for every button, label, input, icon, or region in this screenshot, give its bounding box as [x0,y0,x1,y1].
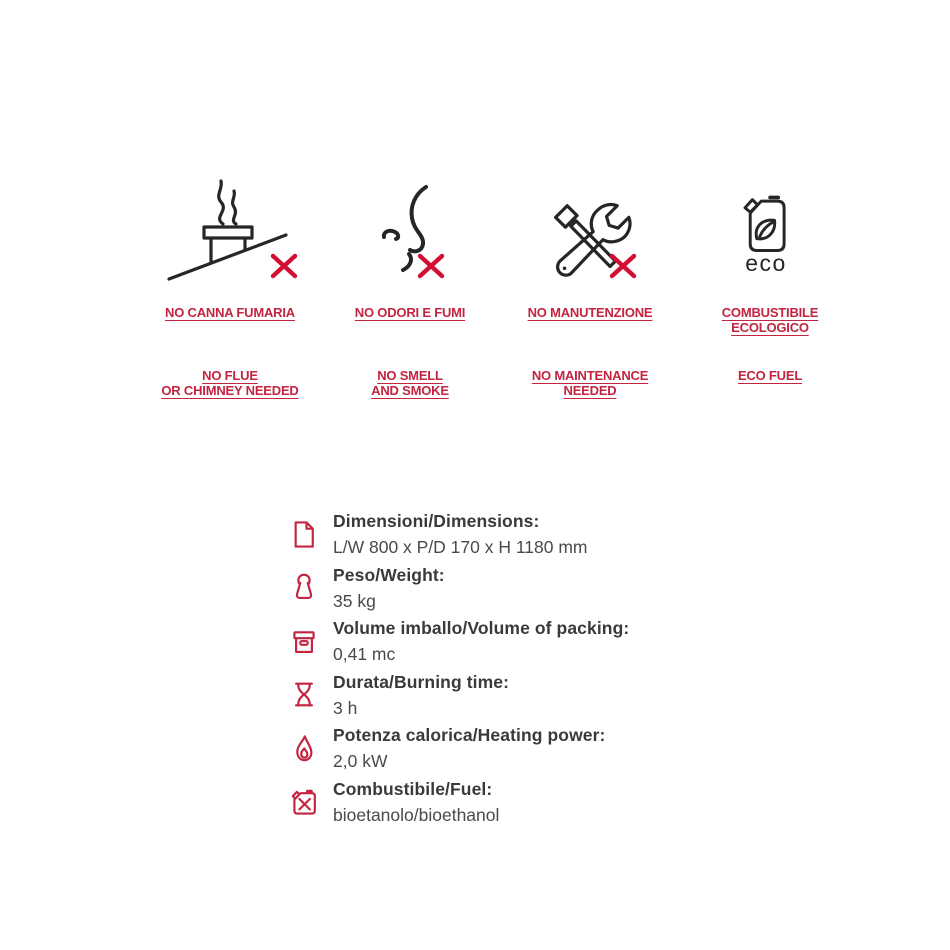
hourglass-icon [289,678,319,711]
spec-row-fuel [288,776,629,828]
spec-value: bioetanolo/bioethanol [333,804,500,825]
spec-text [333,562,445,614]
document-icon [289,518,319,551]
spec-value: 2,0 kW [333,751,388,771]
spec-title: Combustibile/Fuel: [333,778,493,799]
feature-label-it [528,305,653,368]
feature-label-en-line: AND SMOKE [371,383,449,398]
feature-label-en-line: NEEDED [563,383,617,398]
feature-no-smell [320,170,500,398]
feature-label-en [738,368,802,383]
eco-badge-text: eco [745,250,787,276]
spec-title: Peso/Weight: [333,564,445,585]
spec-row-dimensions [288,508,629,560]
feature-label-it [722,305,819,368]
fuel-can-icon [289,785,319,818]
cross-icon [270,253,298,279]
feature-label-en-line: NO FLUE [202,368,258,383]
spec-value: 35 kg [333,590,376,611]
spec-text [333,508,588,560]
spec-title: Potenza calorica/Heating power: [333,725,606,745]
feature-label-en-line: ECO FUEL [737,368,803,383]
spec-text [333,615,629,667]
spec-value: 3 h [333,697,358,718]
spec-icon-wrap [288,518,320,551]
spec-text [333,776,499,828]
cross-icon [417,253,445,279]
spec-title: Volume imballo/Volume of packing: [333,618,630,638]
spec-title: Dimensioni/Dimensions: [333,511,540,531]
feature-label-it-line: ECOLOGICO [731,320,809,335]
spec-text [333,669,509,721]
spec-row-burning-time [288,669,629,721]
spec-list [288,508,629,829]
feature-label-en [161,368,298,398]
feature-label-it [355,305,465,368]
feature-eco-fuel [680,170,860,398]
spec-icon-wrap [288,732,320,765]
spec-row-packing-volume [288,615,629,667]
spec-text [333,722,605,774]
feature-label-it-line: NO MANUTENZIONE [527,305,653,320]
feature-label-it-line: COMBUSTIBILE [721,305,819,320]
feature-label-en-line: OR CHIMNEY NEEDED [161,383,299,398]
spec-row-weight [288,562,629,614]
spec-icon-wrap [288,678,320,711]
spec-title: Durata/Burning time: [333,671,510,692]
weight-icon [289,571,319,604]
cross-icon [609,253,637,279]
feature-label-it [165,305,295,368]
spec-value: L/W 800 x P/D 170 x H 1180 mm [333,537,588,557]
spec-value: 0,41 mc [333,644,396,664]
flame-icon [289,732,319,765]
spec-icon-wrap [288,625,320,658]
feature-no-maintenance [500,170,680,398]
box-icon [289,625,319,658]
feature-icon-area [500,170,680,300]
feature-label-en [371,368,449,398]
feature-label-en-line: NO MAINTENANCE [531,368,649,383]
feature-icon-area [680,170,860,300]
feature-label-it-line: NO CANNA FUMARIA [165,305,295,320]
feature-label-it-line: NO ODORI E FUMI [354,305,466,320]
spec-icon-wrap [288,785,320,818]
eco-fuel-can-icon [734,187,790,258]
feature-no-flue [140,170,320,398]
feature-icon-area [320,170,500,300]
spec-icon-wrap [288,571,320,604]
feature-grid [140,170,860,398]
feature-label-en-line: NO SMELL [377,368,443,383]
feature-icon-area [140,170,320,300]
spec-row-heating-power [288,722,629,774]
feature-label-en [532,368,648,398]
